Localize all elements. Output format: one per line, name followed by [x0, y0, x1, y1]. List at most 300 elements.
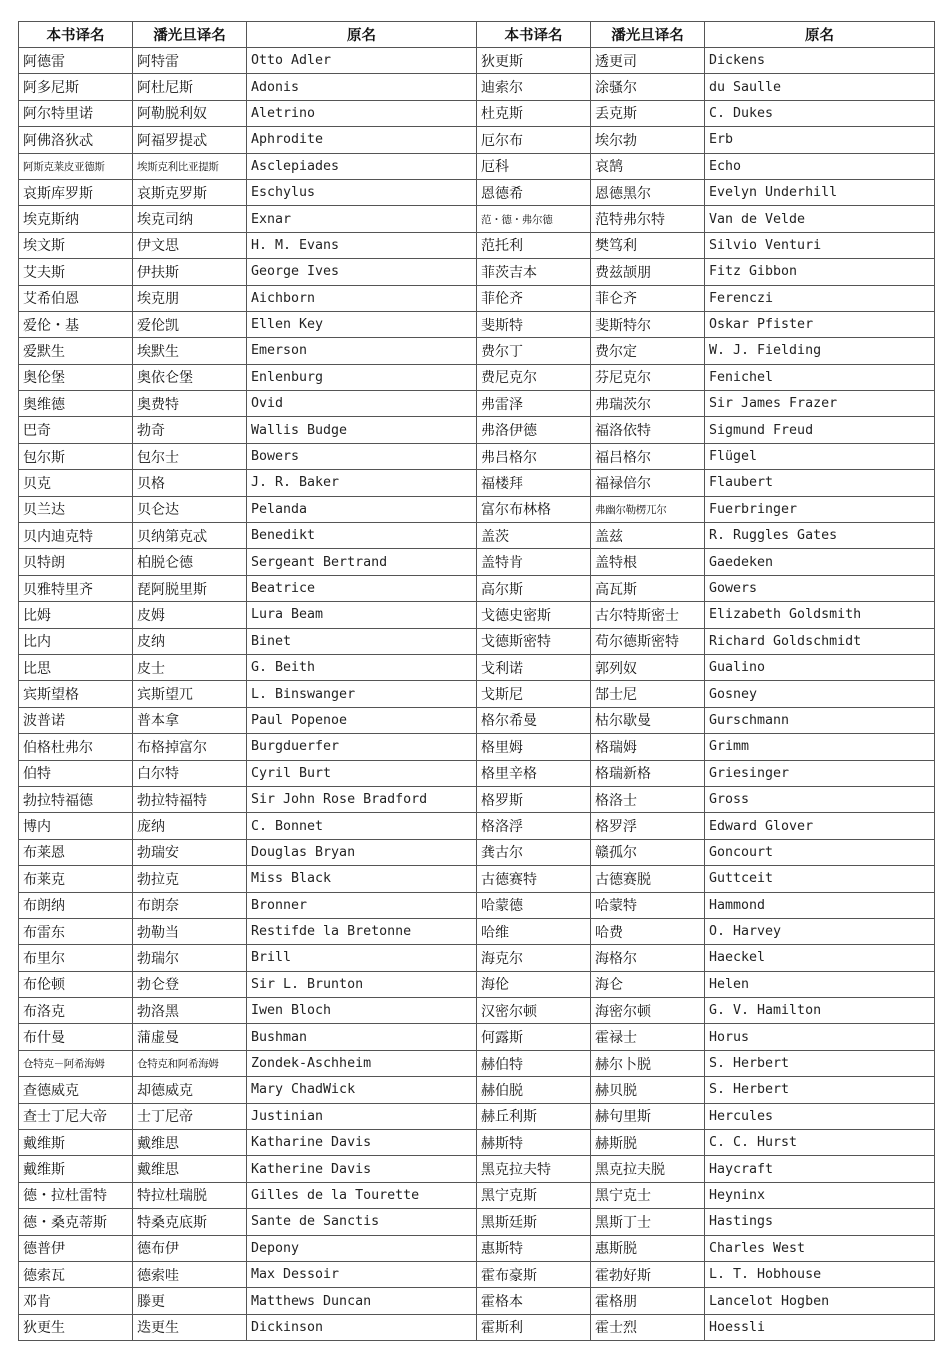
book-name-cell: 布伦顿 — [19, 971, 133, 997]
original-name-cell: Aphrodite — [247, 127, 477, 153]
book-name-cell: 布莱克 — [19, 866, 133, 892]
book-name-cell: 阿斯克莱皮亚德斯 — [19, 153, 133, 179]
table-row — [19, 813, 935, 839]
book-name-cell: 布什曼 — [19, 1024, 133, 1050]
pan-name-cell: 黑斯丁士 — [591, 1209, 705, 1235]
book-name-cell: 奥伦堡 — [19, 364, 133, 390]
original-name-cell: Max Dessoir — [247, 1261, 477, 1287]
pan-name-cell: 勃仑登 — [133, 971, 247, 997]
original-name-cell: Oskar Pfister — [705, 311, 935, 337]
book-name-cell: 菲茨吉本 — [477, 259, 591, 285]
pan-name-cell: 丢克斯 — [591, 100, 705, 126]
table-row — [19, 311, 935, 337]
original-name-cell: Evelyn Underhill — [705, 179, 935, 205]
book-name-cell: 黑斯廷斯 — [477, 1209, 591, 1235]
original-name-cell: Griesinger — [705, 760, 935, 786]
book-name-cell: 格罗斯 — [477, 786, 591, 812]
pan-name-cell: 勃拉特福特 — [133, 786, 247, 812]
pan-name-cell: 霍格朋 — [591, 1288, 705, 1314]
table-row — [19, 998, 935, 1024]
book-name-cell: 格洛浮 — [477, 813, 591, 839]
original-name-cell: Justinian — [247, 1103, 477, 1129]
book-name-cell: 贝兰达 — [19, 496, 133, 522]
table-row — [19, 48, 935, 74]
table-row — [19, 153, 935, 179]
original-name-cell: Mary ChadWick — [247, 1077, 477, 1103]
header-pan-name: 潘光旦译名 — [591, 22, 705, 48]
table-row — [19, 760, 935, 786]
table-row — [19, 496, 935, 522]
pan-name-cell: 赫句里斯 — [591, 1103, 705, 1129]
pan-name-cell: 格罗浮 — [591, 813, 705, 839]
book-name-cell: 盖茨 — [477, 523, 591, 549]
original-name-cell: S. Herbert — [705, 1050, 935, 1076]
table-row — [19, 285, 935, 311]
original-name-cell: Zondek-Aschheim — [247, 1050, 477, 1076]
book-name-cell: 艾希伯恩 — [19, 285, 133, 311]
original-name-cell: Depony — [247, 1235, 477, 1261]
original-name-cell: Goncourt — [705, 839, 935, 865]
original-name-cell: Horus — [705, 1024, 935, 1050]
book-name-cell: 黑宁克斯 — [477, 1182, 591, 1208]
pan-name-cell: 琵阿脱里斯 — [133, 575, 247, 601]
pan-name-cell: 爱伦凯 — [133, 311, 247, 337]
pan-name-cell: 庞纳 — [133, 813, 247, 839]
pan-name-cell: 柏脱仑德 — [133, 549, 247, 575]
pan-name-cell: 勃勒当 — [133, 918, 247, 944]
original-name-cell: Hoessli — [705, 1314, 935, 1340]
book-name-cell: 贝克 — [19, 470, 133, 496]
original-name-cell: L. T. Hobhouse — [705, 1261, 935, 1287]
original-name-cell: Benedikt — [247, 523, 477, 549]
original-name-cell: Gurschmann — [705, 707, 935, 733]
book-name-cell: 哀斯库罗斯 — [19, 179, 133, 205]
original-name-cell: G. V. Hamilton — [705, 998, 935, 1024]
table-row — [19, 549, 935, 575]
original-name-cell: O. Harvey — [705, 918, 935, 944]
original-name-cell: George Ives — [247, 259, 477, 285]
pan-name-cell: 阿特雷 — [133, 48, 247, 74]
pan-name-cell: 仓特克和阿希海姆 — [133, 1050, 247, 1076]
table-row — [19, 1314, 935, 1340]
original-name-cell: Gaedeken — [705, 549, 935, 575]
pan-name-cell: 格洛士 — [591, 786, 705, 812]
original-name-cell: J. R. Baker — [247, 470, 477, 496]
pan-name-cell: 伊文思 — [133, 232, 247, 258]
pan-name-cell: 士丁尼帝 — [133, 1103, 247, 1129]
original-name-cell: Bronner — [247, 892, 477, 918]
original-name-cell: R. Ruggles Gates — [705, 523, 935, 549]
pan-name-cell: 惠斯脱 — [591, 1235, 705, 1261]
original-name-cell: Fitz Gibbon — [705, 259, 935, 285]
table-row — [19, 1050, 935, 1076]
book-name-cell: 埃克斯纳 — [19, 206, 133, 232]
original-name-cell: Gosney — [705, 681, 935, 707]
pan-name-cell: 阿杜尼斯 — [133, 74, 247, 100]
book-name-cell: 狄更生 — [19, 1314, 133, 1340]
book-name-cell: 古德赛特 — [477, 866, 591, 892]
book-name-cell: 赫伯特 — [477, 1050, 591, 1076]
pan-name-cell: 埃克司纳 — [133, 206, 247, 232]
pan-name-cell: 勃瑞安 — [133, 839, 247, 865]
book-name-cell: 厄尔布 — [477, 127, 591, 153]
original-name-cell: Ovid — [247, 391, 477, 417]
original-name-cell: Adonis — [247, 74, 477, 100]
book-name-cell: 福楼拜 — [477, 470, 591, 496]
original-name-cell: du Saulle — [705, 74, 935, 100]
book-name-cell: 波普诺 — [19, 707, 133, 733]
table-row — [19, 602, 935, 628]
original-name-cell: Restifde la Bretonne — [247, 918, 477, 944]
pan-name-cell: 奥依仑堡 — [133, 364, 247, 390]
pan-name-cell: 范特弗尔特 — [591, 206, 705, 232]
original-name-cell: Sante de Sanctis — [247, 1209, 477, 1235]
book-name-cell: 布洛克 — [19, 998, 133, 1024]
original-name-cell: Hammond — [705, 892, 935, 918]
pan-name-cell: 迭更生 — [133, 1314, 247, 1340]
pan-name-cell: 哀鹄 — [591, 153, 705, 179]
pan-name-cell: 海格尔 — [591, 945, 705, 971]
pan-name-cell: 却德威克 — [133, 1077, 247, 1103]
original-name-cell: Hastings — [705, 1209, 935, 1235]
book-name-cell: 弗吕格尔 — [477, 443, 591, 469]
pan-name-cell: 皮姆 — [133, 602, 247, 628]
original-name-cell: Haycraft — [705, 1156, 935, 1182]
book-name-cell: 阿佛洛狄忒 — [19, 127, 133, 153]
pan-name-cell: 费兹颉朋 — [591, 259, 705, 285]
book-name-cell: 格里辛格 — [477, 760, 591, 786]
original-name-cell: Dickinson — [247, 1314, 477, 1340]
book-name-cell: 邓肯 — [19, 1288, 133, 1314]
original-name-cell: Echo — [705, 153, 935, 179]
original-name-cell: Charles West — [705, 1235, 935, 1261]
pan-name-cell: 包尔士 — [133, 443, 247, 469]
pan-name-cell: 勃奇 — [133, 417, 247, 443]
original-name-cell: Sergeant Bertrand — [247, 549, 477, 575]
book-name-cell: 巴奇 — [19, 417, 133, 443]
pan-name-cell: 福吕格尔 — [591, 443, 705, 469]
original-name-cell: Ferenczi — [705, 285, 935, 311]
original-name-cell: Enlenburg — [247, 364, 477, 390]
book-name-cell: 阿尔特里诺 — [19, 100, 133, 126]
pan-name-cell: 伊扶斯 — [133, 259, 247, 285]
header-book-name: 本书译名 — [19, 22, 133, 48]
pan-name-cell: 宾斯望兀 — [133, 681, 247, 707]
pan-name-cell: 赣孤尔 — [591, 839, 705, 865]
pan-name-cell: 德布伊 — [133, 1235, 247, 1261]
book-name-cell: 查德威克 — [19, 1077, 133, 1103]
table-row — [19, 523, 935, 549]
table-row — [19, 470, 935, 496]
pan-name-cell: 霍勃好斯 — [591, 1261, 705, 1287]
pan-name-cell: 普本拿 — [133, 707, 247, 733]
table-row — [19, 654, 935, 680]
table-row — [19, 1182, 935, 1208]
pan-name-cell: 布格掉富尔 — [133, 734, 247, 760]
original-name-cell: Douglas Bryan — [247, 839, 477, 865]
header-book-name: 本书译名 — [477, 22, 591, 48]
pan-name-cell: 古德赛脱 — [591, 866, 705, 892]
table-row — [19, 127, 935, 153]
original-name-cell: Flügel — [705, 443, 935, 469]
table-row — [19, 945, 935, 971]
book-name-cell: 霍斯利 — [477, 1314, 591, 1340]
pan-name-cell: 格瑞姆 — [591, 734, 705, 760]
book-name-cell: 厄科 — [477, 153, 591, 179]
original-name-cell: Emerson — [247, 338, 477, 364]
original-name-cell: Elizabeth Goldsmith — [705, 602, 935, 628]
table-row — [19, 232, 935, 258]
book-name-cell: 仓特克－阿希海姆 — [19, 1050, 133, 1076]
book-name-cell: 狄更斯 — [477, 48, 591, 74]
book-name-cell: 斐斯特 — [477, 311, 591, 337]
original-name-cell: Gilles de la Tourette — [247, 1182, 477, 1208]
book-name-cell: 包尔斯 — [19, 443, 133, 469]
original-name-cell: Van de Velde — [705, 206, 935, 232]
book-name-cell: 哈蒙德 — [477, 892, 591, 918]
book-name-cell: 比姆 — [19, 602, 133, 628]
book-name-cell: 赫斯特 — [477, 1130, 591, 1156]
pan-name-cell: 斐斯特尔 — [591, 311, 705, 337]
pan-name-cell: 海仑 — [591, 971, 705, 997]
book-name-cell: 龚古尔 — [477, 839, 591, 865]
original-name-cell: Ellen Key — [247, 311, 477, 337]
original-name-cell: Wallis Budge — [247, 417, 477, 443]
book-name-cell: 奥维德 — [19, 391, 133, 417]
book-name-cell: 弗雷泽 — [477, 391, 591, 417]
table-row — [19, 918, 935, 944]
table-row — [19, 1103, 935, 1129]
original-name-cell: Sir James Frazer — [705, 391, 935, 417]
table-row — [19, 1235, 935, 1261]
book-name-cell: 比思 — [19, 654, 133, 680]
original-name-cell: W. J. Fielding — [705, 338, 935, 364]
original-name-cell: Katherine Davis — [247, 1156, 477, 1182]
book-name-cell: 爱伦・基 — [19, 311, 133, 337]
pan-name-cell: 阿福罗提忒 — [133, 127, 247, 153]
book-name-cell: 阿德雷 — [19, 48, 133, 74]
book-name-cell: 哈维 — [477, 918, 591, 944]
pan-name-cell: 透更司 — [591, 48, 705, 74]
pan-name-cell: 格瑞新格 — [591, 760, 705, 786]
pan-name-cell: 涂骚尔 — [591, 74, 705, 100]
original-name-cell: Sir L. Brunton — [247, 971, 477, 997]
original-name-cell: Asclepiades — [247, 153, 477, 179]
book-name-cell: 杜克斯 — [477, 100, 591, 126]
book-name-cell: 布里尔 — [19, 945, 133, 971]
table-row — [19, 443, 935, 469]
book-name-cell: 宾斯望格 — [19, 681, 133, 707]
original-name-cell: Bushman — [247, 1024, 477, 1050]
table-row — [19, 364, 935, 390]
pan-name-cell: 戴维思 — [133, 1130, 247, 1156]
pan-name-cell: 勃拉克 — [133, 866, 247, 892]
pan-name-cell: 费尔定 — [591, 338, 705, 364]
pan-name-cell: 哈蒙特 — [591, 892, 705, 918]
pan-name-cell: 郜士尼 — [591, 681, 705, 707]
original-name-cell: G. Beith — [247, 654, 477, 680]
book-name-cell: 博内 — [19, 813, 133, 839]
book-name-cell: 伯特 — [19, 760, 133, 786]
original-name-cell: C. Bonnet — [247, 813, 477, 839]
pan-name-cell: 勃瑞尔 — [133, 945, 247, 971]
book-name-cell: 德・拉杜雷特 — [19, 1182, 133, 1208]
book-name-cell: 恩德希 — [477, 179, 591, 205]
original-name-cell: Silvio Venturi — [705, 232, 935, 258]
pan-name-cell: 枯尔歇曼 — [591, 707, 705, 733]
table-row — [19, 417, 935, 443]
pan-name-cell: 霍士烈 — [591, 1314, 705, 1340]
pan-name-cell: 埃斯克利比亚提斯 — [133, 153, 247, 179]
table-header — [19, 22, 935, 48]
book-name-cell: 埃文斯 — [19, 232, 133, 258]
pan-name-cell: 高瓦斯 — [591, 575, 705, 601]
original-name-cell: Paul Popenoe — [247, 707, 477, 733]
book-name-cell: 赫丘利斯 — [477, 1103, 591, 1129]
original-name-cell: S. Herbert — [705, 1077, 935, 1103]
pan-name-cell: 埃默生 — [133, 338, 247, 364]
book-name-cell: 阿多尼斯 — [19, 74, 133, 100]
book-name-cell: 黑克拉夫特 — [477, 1156, 591, 1182]
original-name-cell: Bowers — [247, 443, 477, 469]
book-name-cell: 范托利 — [477, 232, 591, 258]
book-name-cell: 费尔丁 — [477, 338, 591, 364]
original-name-cell: Guttceit — [705, 866, 935, 892]
pan-name-cell: 黑克拉夫脱 — [591, 1156, 705, 1182]
book-name-cell: 戈德斯密特 — [477, 628, 591, 654]
book-name-cell: 格尔希曼 — [477, 707, 591, 733]
header-row — [19, 22, 935, 48]
table-row — [19, 1077, 935, 1103]
pan-name-cell: 赫斯脱 — [591, 1130, 705, 1156]
book-name-cell: 赫伯脱 — [477, 1077, 591, 1103]
original-name-cell: Helen — [705, 971, 935, 997]
table-row — [19, 1024, 935, 1050]
pan-name-cell: 特拉杜瑞脱 — [133, 1182, 247, 1208]
book-name-cell: 戈斯尼 — [477, 681, 591, 707]
pan-name-cell: 皮纳 — [133, 628, 247, 654]
original-name-cell: Gowers — [705, 575, 935, 601]
pan-name-cell: 樊笃利 — [591, 232, 705, 258]
pan-name-cell: 恩德黑尔 — [591, 179, 705, 205]
table-row — [19, 391, 935, 417]
book-name-cell: 迪索尔 — [477, 74, 591, 100]
book-name-cell: 德索瓦 — [19, 1261, 133, 1287]
book-name-cell: 贝雅特里齐 — [19, 575, 133, 601]
header-pan-name: 潘光旦译名 — [133, 22, 247, 48]
original-name-cell: Dickens — [705, 48, 935, 74]
original-name-cell: Exnar — [247, 206, 477, 232]
pan-name-cell: 盖兹 — [591, 523, 705, 549]
table-row — [19, 1261, 935, 1287]
book-name-cell: 富尔布林格 — [477, 496, 591, 522]
table-row — [19, 1130, 935, 1156]
original-name-cell: Lancelot Hogben — [705, 1288, 935, 1314]
pan-name-cell: 埃克朋 — [133, 285, 247, 311]
pan-name-cell: 阿勒脱利奴 — [133, 100, 247, 126]
table-body — [19, 48, 935, 1341]
original-name-cell: C. C. Hurst — [705, 1130, 935, 1156]
book-name-cell: 菲伦齐 — [477, 285, 591, 311]
book-name-cell: 艾夫斯 — [19, 259, 133, 285]
pan-name-cell: 布朗奈 — [133, 892, 247, 918]
original-name-cell: Gualino — [705, 654, 935, 680]
pan-name-cell: 埃尔勃 — [591, 127, 705, 153]
table-row — [19, 1288, 935, 1314]
original-name-cell: Pelanda — [247, 496, 477, 522]
book-name-cell: 费尼克尔 — [477, 364, 591, 390]
original-name-cell: Otto Adler — [247, 48, 477, 74]
pan-name-cell: 黑宁克士 — [591, 1182, 705, 1208]
table-row — [19, 575, 935, 601]
book-name-cell: 布朗纳 — [19, 892, 133, 918]
table-row — [19, 681, 935, 707]
pan-name-cell: 贝纳第克忒 — [133, 523, 247, 549]
book-name-cell: 贝特朗 — [19, 549, 133, 575]
table-row — [19, 206, 935, 232]
table-row — [19, 786, 935, 812]
pan-name-cell: 赫尔卜脱 — [591, 1050, 705, 1076]
table-row — [19, 100, 935, 126]
original-name-cell: Katharine Davis — [247, 1130, 477, 1156]
header-original-name: 原名 — [705, 22, 935, 48]
table-row — [19, 1209, 935, 1235]
pan-name-cell: 盖特根 — [591, 549, 705, 575]
book-name-cell: 海伦 — [477, 971, 591, 997]
book-name-cell: 范・德・弗尔德 — [477, 206, 591, 232]
pan-name-cell: 霍禄士 — [591, 1024, 705, 1050]
pan-name-cell: 奥费特 — [133, 391, 247, 417]
original-name-cell: Eschylus — [247, 179, 477, 205]
book-name-cell: 戴维斯 — [19, 1130, 133, 1156]
original-name-cell: Gross — [705, 786, 935, 812]
original-name-cell: Fenichel — [705, 364, 935, 390]
original-name-cell: Burgduerfer — [247, 734, 477, 760]
pan-name-cell: 贝仑达 — [133, 496, 247, 522]
book-name-cell: 爱默生 — [19, 338, 133, 364]
pan-name-cell: 菲仑齐 — [591, 285, 705, 311]
book-name-cell: 勃拉特福德 — [19, 786, 133, 812]
table-row — [19, 179, 935, 205]
table-row — [19, 628, 935, 654]
book-name-cell: 戈利诺 — [477, 654, 591, 680]
book-name-cell: 戈德史密斯 — [477, 602, 591, 628]
book-name-cell: 查士丁尼大帝 — [19, 1103, 133, 1129]
pan-name-cell: 赫贝脱 — [591, 1077, 705, 1103]
original-name-cell: Aletrino — [247, 100, 477, 126]
original-name-cell: Sir John Rose Bradford — [247, 786, 477, 812]
original-name-cell: Erb — [705, 127, 935, 153]
pan-name-cell: 贝格 — [133, 470, 247, 496]
original-name-cell: Matthews Duncan — [247, 1288, 477, 1314]
original-name-cell: Lura Beam — [247, 602, 477, 628]
original-name-cell: H. M. Evans — [247, 232, 477, 258]
table-row — [19, 259, 935, 285]
pan-name-cell: 苟尔德斯密特 — [591, 628, 705, 654]
book-name-cell: 弗洛伊德 — [477, 417, 591, 443]
pan-name-cell: 白尔特 — [133, 760, 247, 786]
original-name-cell: Haeckel — [705, 945, 935, 971]
pan-name-cell: 芬尼克尔 — [591, 364, 705, 390]
book-name-cell: 霍格本 — [477, 1288, 591, 1314]
original-name-cell: Sigmund Freud — [705, 417, 935, 443]
book-name-cell: 高尔斯 — [477, 575, 591, 601]
original-name-cell: Fuerbringer — [705, 496, 935, 522]
table-row — [19, 707, 935, 733]
book-name-cell: 布莱恩 — [19, 839, 133, 865]
original-name-cell: Iwen Bloch — [247, 998, 477, 1024]
table-row — [19, 892, 935, 918]
